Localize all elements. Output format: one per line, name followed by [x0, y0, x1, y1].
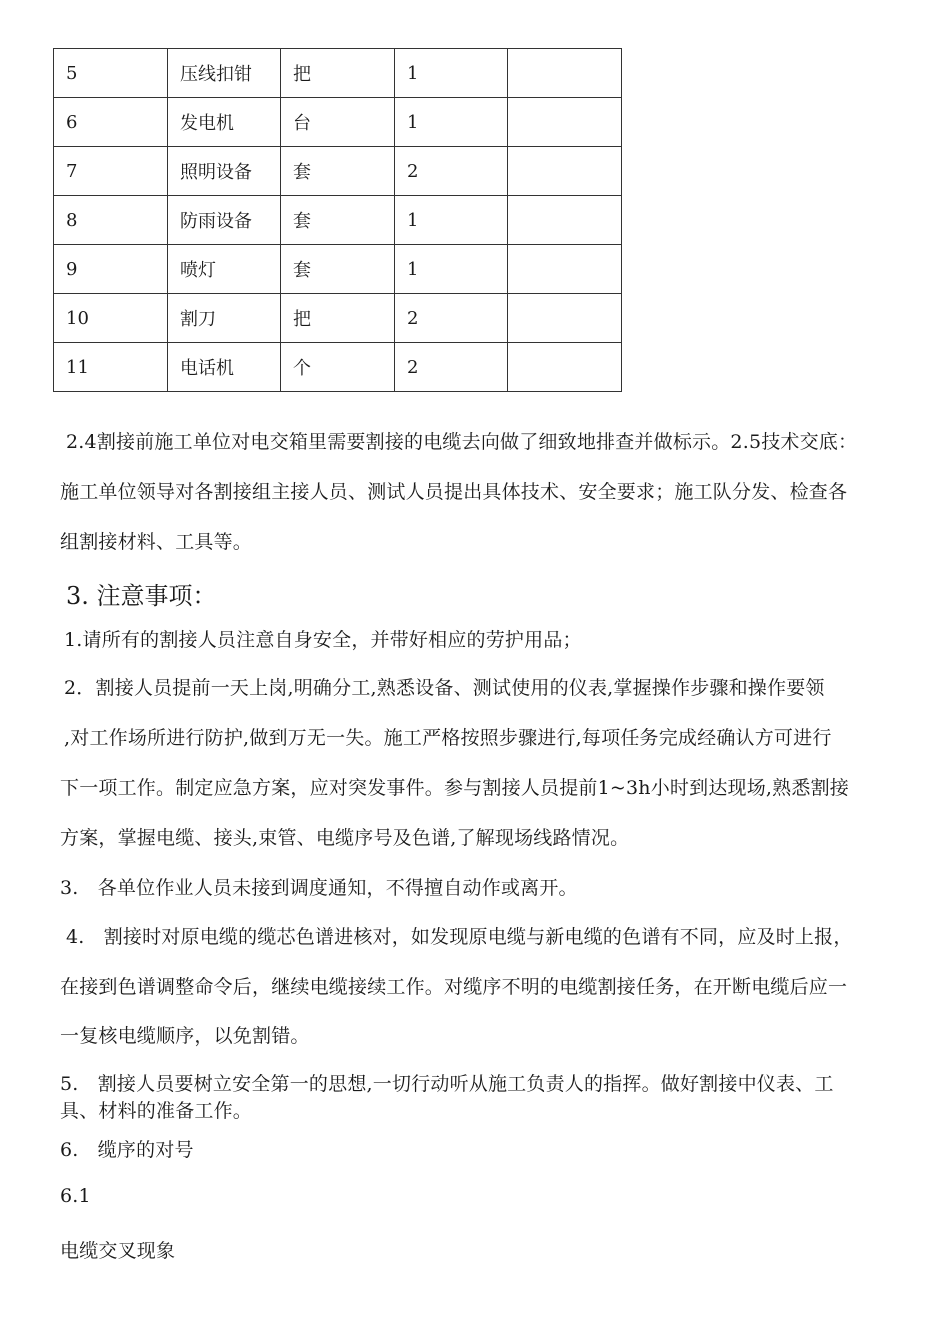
remark-cell: [508, 294, 622, 343]
table-row: [54, 245, 622, 294]
note-2-line-3: 下一项工作。制定应急方案，应对突发事件。参与割接人员提前1~3h小时到达现场,熟悉割接: [60, 777, 849, 799]
note-4-line-3: 一复核电缆顺序，以免割错。: [60, 1025, 310, 1047]
quantity-cell: 1: [395, 98, 508, 147]
remark-cell: [508, 245, 622, 294]
unit-cell: 套: [281, 245, 395, 294]
quantity-cell: 2: [395, 147, 508, 196]
tools-table: [53, 48, 622, 392]
note-6: 6. 缆序的对号: [60, 1139, 194, 1161]
quantity-cell: 1: [395, 196, 508, 245]
note-1: 1.请所有的割接人员注意自身安全，并带好相应的劳护用品；: [64, 629, 582, 651]
unit-cell: 把: [281, 49, 395, 98]
note-4-line-1: 4. 割接时对原电缆的缆芯色谱进核对，如发现原电缆与新电缆的色谱有不同，应及时上报，: [66, 926, 853, 948]
tools-table-body: [54, 49, 622, 392]
item-name-cell: 压线扣钳: [168, 49, 281, 98]
unit-cell: 套: [281, 196, 395, 245]
row-number-cell: 7: [54, 147, 168, 196]
quantity-cell: 1: [395, 49, 508, 98]
section-6-1-title: 电缆交叉现象: [60, 1240, 176, 1262]
remark-cell: [508, 196, 622, 245]
unit-cell: 台: [281, 98, 395, 147]
section-6-1-number: 6.1: [60, 1185, 91, 1207]
note-5-line-1: 5. 割接人员要树立安全第一的思想,一切行动听从施工负责人的指挥。做好割接中仪表、工: [60, 1073, 834, 1095]
row-number-cell: 10: [54, 294, 168, 343]
unit-cell: 套: [281, 147, 395, 196]
row-number-cell: 8: [54, 196, 168, 245]
table-row: [54, 49, 622, 98]
unit-cell: 把: [281, 294, 395, 343]
row-number-cell: 11: [54, 343, 168, 392]
paragraph-2-4-line-1: 2.4割接前施工单位对电交箱里需要割接的电缆去向做了细致地排查并做标示。2.5技术交底：: [66, 431, 858, 453]
note-4-line-2: 在接到色谱调整命令后，继续电缆接续工作。对缆序不明的电缆割接任务，在开断电缆后应一: [60, 976, 848, 998]
row-number-cell: 9: [54, 245, 168, 294]
quantity-cell: 2: [395, 294, 508, 343]
unit-cell: 个: [281, 343, 395, 392]
table-row: [54, 196, 622, 245]
table-row: [54, 147, 622, 196]
item-name-cell: 喷灯: [168, 245, 281, 294]
item-name-cell: 防雨设备: [168, 196, 281, 245]
note-2-line-2: ,对工作场所进行防护,做到万无一失。施工严格按照步骤进行,每项任务完成经确认方可进行: [64, 727, 832, 749]
section-heading-3: 3. 注意事项：: [66, 582, 217, 610]
item-name-cell: 割刀: [168, 294, 281, 343]
item-name-cell: 电话机: [168, 343, 281, 392]
table-row: [54, 294, 622, 343]
remark-cell: [508, 147, 622, 196]
remark-cell: [508, 98, 622, 147]
row-number-cell: 5: [54, 49, 168, 98]
item-name-cell: 发电机: [168, 98, 281, 147]
quantity-cell: 1: [395, 245, 508, 294]
remark-cell: [508, 343, 622, 392]
item-name-cell: 照明设备: [168, 147, 281, 196]
table-row: [54, 98, 622, 147]
note-5-line-2: 具、材料的准备工作。: [60, 1100, 253, 1122]
paragraph-2-4-line-3: 组割接材料、工具等。: [60, 531, 253, 553]
note-2-line-4: 方案，掌握电缆、接头,束管、电缆序号及色谱,了解现场线路情况。: [60, 827, 630, 849]
table-row: [54, 343, 622, 392]
note-3: 3. 各单位作业人员未接到调度通知，不得擅自动作或离开。: [60, 877, 578, 899]
row-number-cell: 6: [54, 98, 168, 147]
paragraph-2-4-line-2: 施工单位领导对各割接组主接人员、测试人员提出具体技术、安全要求；施工队分发、检查各: [60, 481, 848, 503]
remark-cell: [508, 49, 622, 98]
note-2-line-1: 2．割接人员提前一天上岗,明确分工,熟悉设备、测试使用的仪表,掌握操作步骤和操作要领: [64, 677, 825, 699]
quantity-cell: 2: [395, 343, 508, 392]
